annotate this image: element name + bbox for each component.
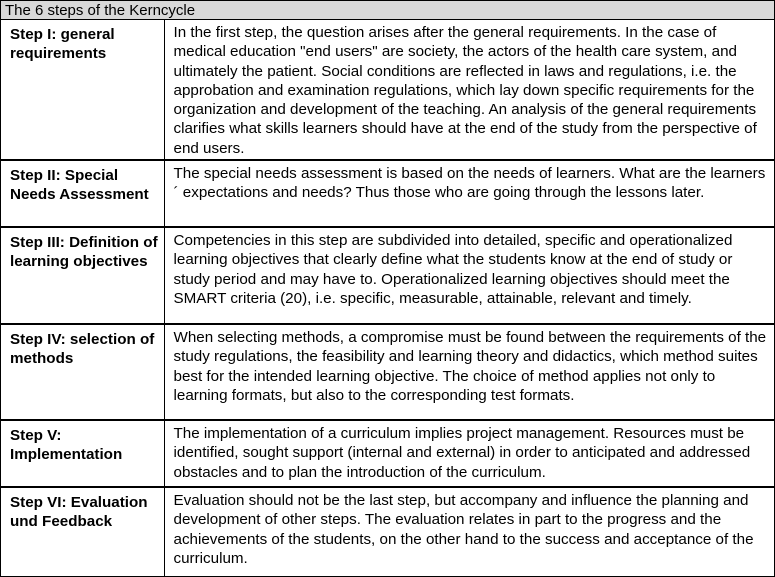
steps-table [1, 20, 774, 576]
step-label: Step IV: selection of methods [1, 324, 164, 420]
step-label: Step II: Special Needs Assessment [1, 160, 164, 227]
table-row [1, 420, 774, 487]
step-label: Step VI: Evaluation und Feedback [1, 487, 164, 576]
step-description: Competencies in this step are subdivided into detailed, specific and operationalized learning objectives that clearly define what the students know at the end of study or study period and may have to. Operationalized learning objectives should meet the SMART criteria (20), i.e. specific, measurable, attainable, relevant and timely. [164, 227, 774, 324]
step-label: Step V: Implementation [1, 420, 164, 487]
step-description: When selecting methods, a compromise must be found between the requirements of the study regulations, the feasibility and learning theory and didactics, which method suites best for the intended learning objective. The choice of method applies not only to learning formats, but also to the corresponding test formats. [164, 324, 774, 420]
table-row [1, 324, 774, 420]
step-label: Step I: general requirements [1, 20, 164, 160]
table-title: The 6 steps of the Kerncycle [1, 1, 774, 20]
table-row [1, 227, 774, 324]
step-description: In the first step, the question arises after the general requirements. In the case of medical education "end users" are society, the actors of the health care system, and ultimately the patient. Social conditions are reflected in laws and regulations, i.e. the approbation and examination regulations, which lay down specific requirements for the organization and development of the teaching. An analysis of the general requirements clarifies what skills learners should have at the end of the study from the perspective of end users. [173, 24, 757, 157]
step-description: The special needs assessment is based on the needs of learners. What are the learners´ expectations and needs? Thus those who are going through the lessons later. [164, 160, 774, 227]
table-row [1, 160, 774, 227]
table-row [1, 20, 774, 160]
step-description: Evaluation should not be the last step, but accompany and influence the planning and development of other steps. The evaluation relates in part to the progress and the achievements of the students, on the other hand to the success and acceptance of the curriculum. [164, 487, 774, 576]
table-row [1, 487, 774, 576]
step-label: Step III: Definition of learning objectives [1, 227, 164, 324]
step-description: The implementation of a curriculum implies project management. Resources must be identified, sought support (internal and external) in order to anticipated and addressed obstacles and to plan the introduction of the curriculum. [164, 420, 774, 487]
